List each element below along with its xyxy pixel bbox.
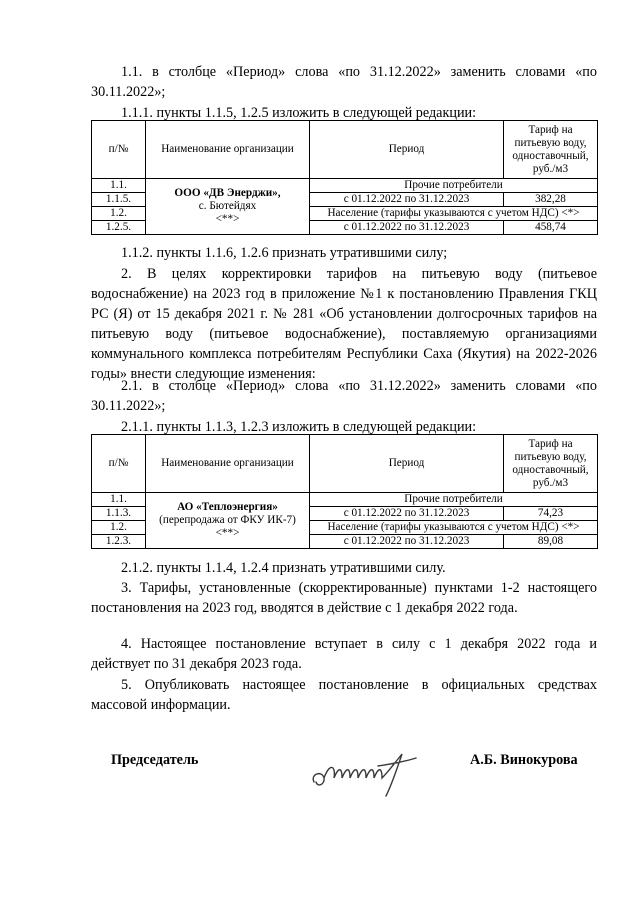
row-value: 458,74 bbox=[504, 221, 598, 235]
paragraph-1-1-1: 1.1.1. пункты 1.1.5, 1.2.5 изложить в следующей редакции: bbox=[121, 105, 477, 121]
org-note: <**> bbox=[215, 527, 240, 539]
row-num: 1.2.3. bbox=[92, 535, 146, 549]
signature-name: А.Б. Винокурова bbox=[470, 752, 578, 768]
row-value: 382,28 bbox=[504, 193, 598, 207]
header-num: п/№ bbox=[92, 121, 146, 179]
row-period: с 01.12.2022 по 31.12.2023 bbox=[310, 507, 504, 521]
row-value: 89,08 bbox=[504, 535, 598, 549]
paragraph-5: 5. Опубликовать настоящее постановление в официальных средствах массовой информации. bbox=[91, 677, 597, 713]
row-value: 74,23 bbox=[504, 507, 598, 521]
paragraph-2-1-2: 2.1.2. пункты 1.1.4, 1.2.4 признать утратившими силу. bbox=[121, 560, 446, 576]
row-num: 1.2. bbox=[92, 207, 146, 221]
consumer-group: Население (тарифы указываются с учетом НДС) <*> bbox=[310, 207, 598, 221]
org-note: <**> bbox=[215, 213, 240, 225]
header-num: п/№ bbox=[92, 435, 146, 493]
tariff-table-2 bbox=[91, 434, 598, 549]
table-header-row bbox=[92, 121, 598, 179]
row-num: 1.1. bbox=[92, 179, 146, 193]
table-row bbox=[92, 179, 598, 193]
row-num: 1.2. bbox=[92, 521, 146, 535]
header-tariff: Тариф на питьевую воду, одноставочный, руб./м3 bbox=[504, 121, 598, 179]
paragraph-2-1-1: 2.1.1. пункты 1.1.3, 1.2.3 изложить в следующей редакции: bbox=[121, 419, 477, 435]
tariff-table-1 bbox=[91, 120, 598, 235]
signature-title: Председатель bbox=[111, 752, 199, 768]
row-num: 1.1. bbox=[92, 493, 146, 507]
paragraph-2-1: 2.1. в столбце «Период» слова «по 31.12.2022» заменить словами «по 30.11.2022»; bbox=[91, 378, 597, 414]
row-period: с 01.12.2022 по 31.12.2023 bbox=[310, 535, 504, 549]
org-location: (перепродажа от ФКУ ИК-7) bbox=[159, 514, 296, 526]
paragraph-4: 4. Настоящее постановление вступает в силу с 1 декабря 2022 года и действует по 31 декабря 2023 года. bbox=[91, 636, 597, 672]
row-num: 1.2.5. bbox=[92, 221, 146, 235]
row-num: 1.1.5. bbox=[92, 193, 146, 207]
header-tariff: Тариф на питьевую воду, одноставочный, руб./м3 bbox=[504, 435, 598, 493]
consumer-group: Население (тарифы указываются с учетом НДС) <*> bbox=[310, 521, 598, 535]
paragraph-2: 2. В целях корректировки тарифов на питьевую воду (питьевое водоснабжение) на 2023 год в приложение №1 к постановлению Правления ГКЦ РС (Я) от 15 декабря 2021 г. № 281 «Об установлении долгосрочных тарифов на питьевую воду (питьевое водоснабжение), поставляемую организациями коммунального комплекса потребителям Республики Саха (Якутия) на 2022-2026 годы» внести следующие изменения: bbox=[91, 266, 597, 382]
org-name: АО «Теплоэнергия» bbox=[177, 501, 278, 513]
table-header-row bbox=[92, 435, 598, 493]
row-period: с 01.12.2022 по 31.12.2023 bbox=[310, 221, 504, 235]
row-num: 1.1.3. bbox=[92, 507, 146, 521]
paragraph-1-1: 1.1. в столбце «Период» слова «по 31.12.2022» заменить словами «по 30.11.2022»; bbox=[91, 64, 597, 100]
header-org: Наименование организации bbox=[146, 121, 310, 179]
consumer-group: Прочие потребители bbox=[310, 493, 598, 507]
org-name: ООО «ДВ Энерджи», bbox=[174, 187, 281, 199]
paragraph-3: 3. Тарифы, установленные (скорректированные) пунктами 1-2 настоящего постановления на 2023 год, вводятся в действие с 1 декабря 2022 года. bbox=[91, 580, 597, 616]
org-cell bbox=[146, 179, 310, 235]
table-row bbox=[92, 493, 598, 507]
header-org: Наименование организации bbox=[146, 435, 310, 493]
paragraph-1-1-2: 1.1.2. пункты 1.1.6, 1.2.6 признать утратившими силу; bbox=[121, 245, 448, 261]
handwritten-signature bbox=[308, 744, 428, 800]
consumer-group: Прочие потребители bbox=[310, 179, 598, 193]
row-period: с 01.12.2022 по 31.12.2023 bbox=[310, 193, 504, 207]
org-cell bbox=[146, 493, 310, 549]
org-location: с. Бютейдях bbox=[198, 200, 257, 212]
header-period: Период bbox=[310, 435, 504, 493]
header-period: Период bbox=[310, 121, 504, 179]
